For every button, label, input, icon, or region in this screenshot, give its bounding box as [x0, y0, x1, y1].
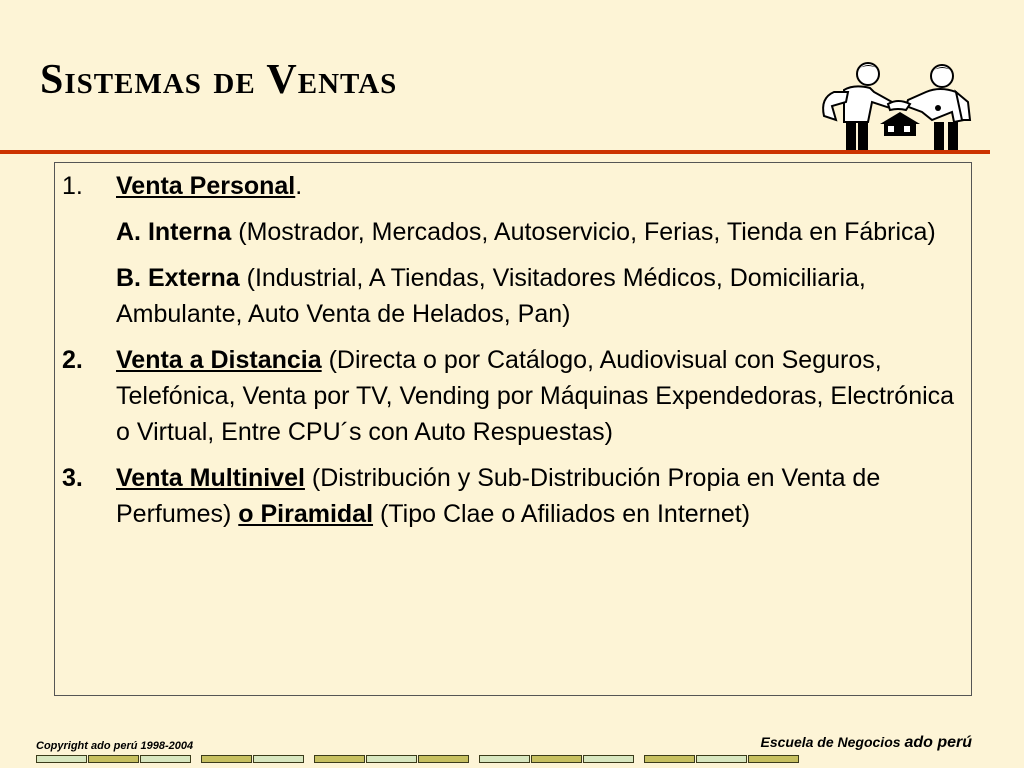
- bar-gap: [635, 755, 643, 763]
- bar-segment: [583, 755, 634, 763]
- bar-gap: [192, 755, 200, 763]
- item-heading: Venta a Distancia: [116, 346, 322, 374]
- list-number: 3.: [62, 464, 83, 492]
- bar-segment: [201, 755, 252, 763]
- sub-item-a: [116, 214, 962, 250]
- slide-title: Sistemas de Ventas: [40, 57, 398, 103]
- item-text: (Distribución y Sub-Distribución Propia en Venta de Perfumes): [116, 464, 881, 528]
- bar-gap: [305, 755, 313, 763]
- school-name: Escuela de Negocios: [760, 734, 901, 750]
- brand-name: ado perú: [904, 734, 972, 751]
- bar-segment: [88, 755, 139, 763]
- bar-segment: [36, 755, 87, 763]
- bar-segment: [140, 755, 191, 763]
- footer-decorative-bar: [36, 755, 800, 765]
- sub-item-label: B. Externa: [116, 264, 240, 292]
- item-heading-secondary: o Piramidal: [238, 500, 374, 528]
- item-heading: Venta Personal: [116, 172, 296, 200]
- handshake-clipart-icon: [814, 62, 984, 156]
- bar-segment: [644, 755, 695, 763]
- sub-item-b: [116, 260, 962, 332]
- item-text-secondary: (Tipo Clae o Afiliados en Internet): [373, 500, 751, 528]
- bar-segment: [479, 755, 530, 763]
- copyright-notice: Copyright ado perú 1998-2004: [36, 740, 194, 752]
- list-number: 1.: [62, 172, 83, 200]
- bar-segment: [253, 755, 304, 763]
- bar-segment: [748, 755, 799, 763]
- sub-item-label: A. Interna: [116, 218, 232, 246]
- bar-gap: [470, 755, 478, 763]
- item-text: (Directa o por Catálogo, Audiovisual con Seguros, Telefónica, Venta por TV, Vending por Máquinas Expendedoras, Electrónica o Virtual, Entre CPU´s con Auto Respuestas): [116, 346, 955, 446]
- bar-segment: [314, 755, 365, 763]
- item-heading: Venta Multinivel: [116, 464, 305, 492]
- bar-segment: [531, 755, 582, 763]
- list-item-1: [62, 168, 962, 204]
- title-divider: [0, 150, 990, 154]
- item-heading-suffix: .: [295, 172, 303, 200]
- bar-segment: [366, 755, 417, 763]
- list-item-2: [62, 342, 962, 450]
- sub-item-text: (Industrial, A Tiendas, Visitadores Médicos, Domiciliaria, Ambulante, Auto Venta de Helados, Pan): [116, 264, 866, 328]
- bar-segment: [696, 755, 747, 763]
- sub-item-text: (Mostrador, Mercados, Autoservicio, Ferias, Tienda en Fábrica): [231, 218, 936, 246]
- content-list: [62, 168, 962, 542]
- list-item-3: [62, 460, 962, 532]
- school-label: [760, 734, 972, 752]
- list-number: 2.: [62, 346, 83, 374]
- bar-segment: [418, 755, 469, 763]
